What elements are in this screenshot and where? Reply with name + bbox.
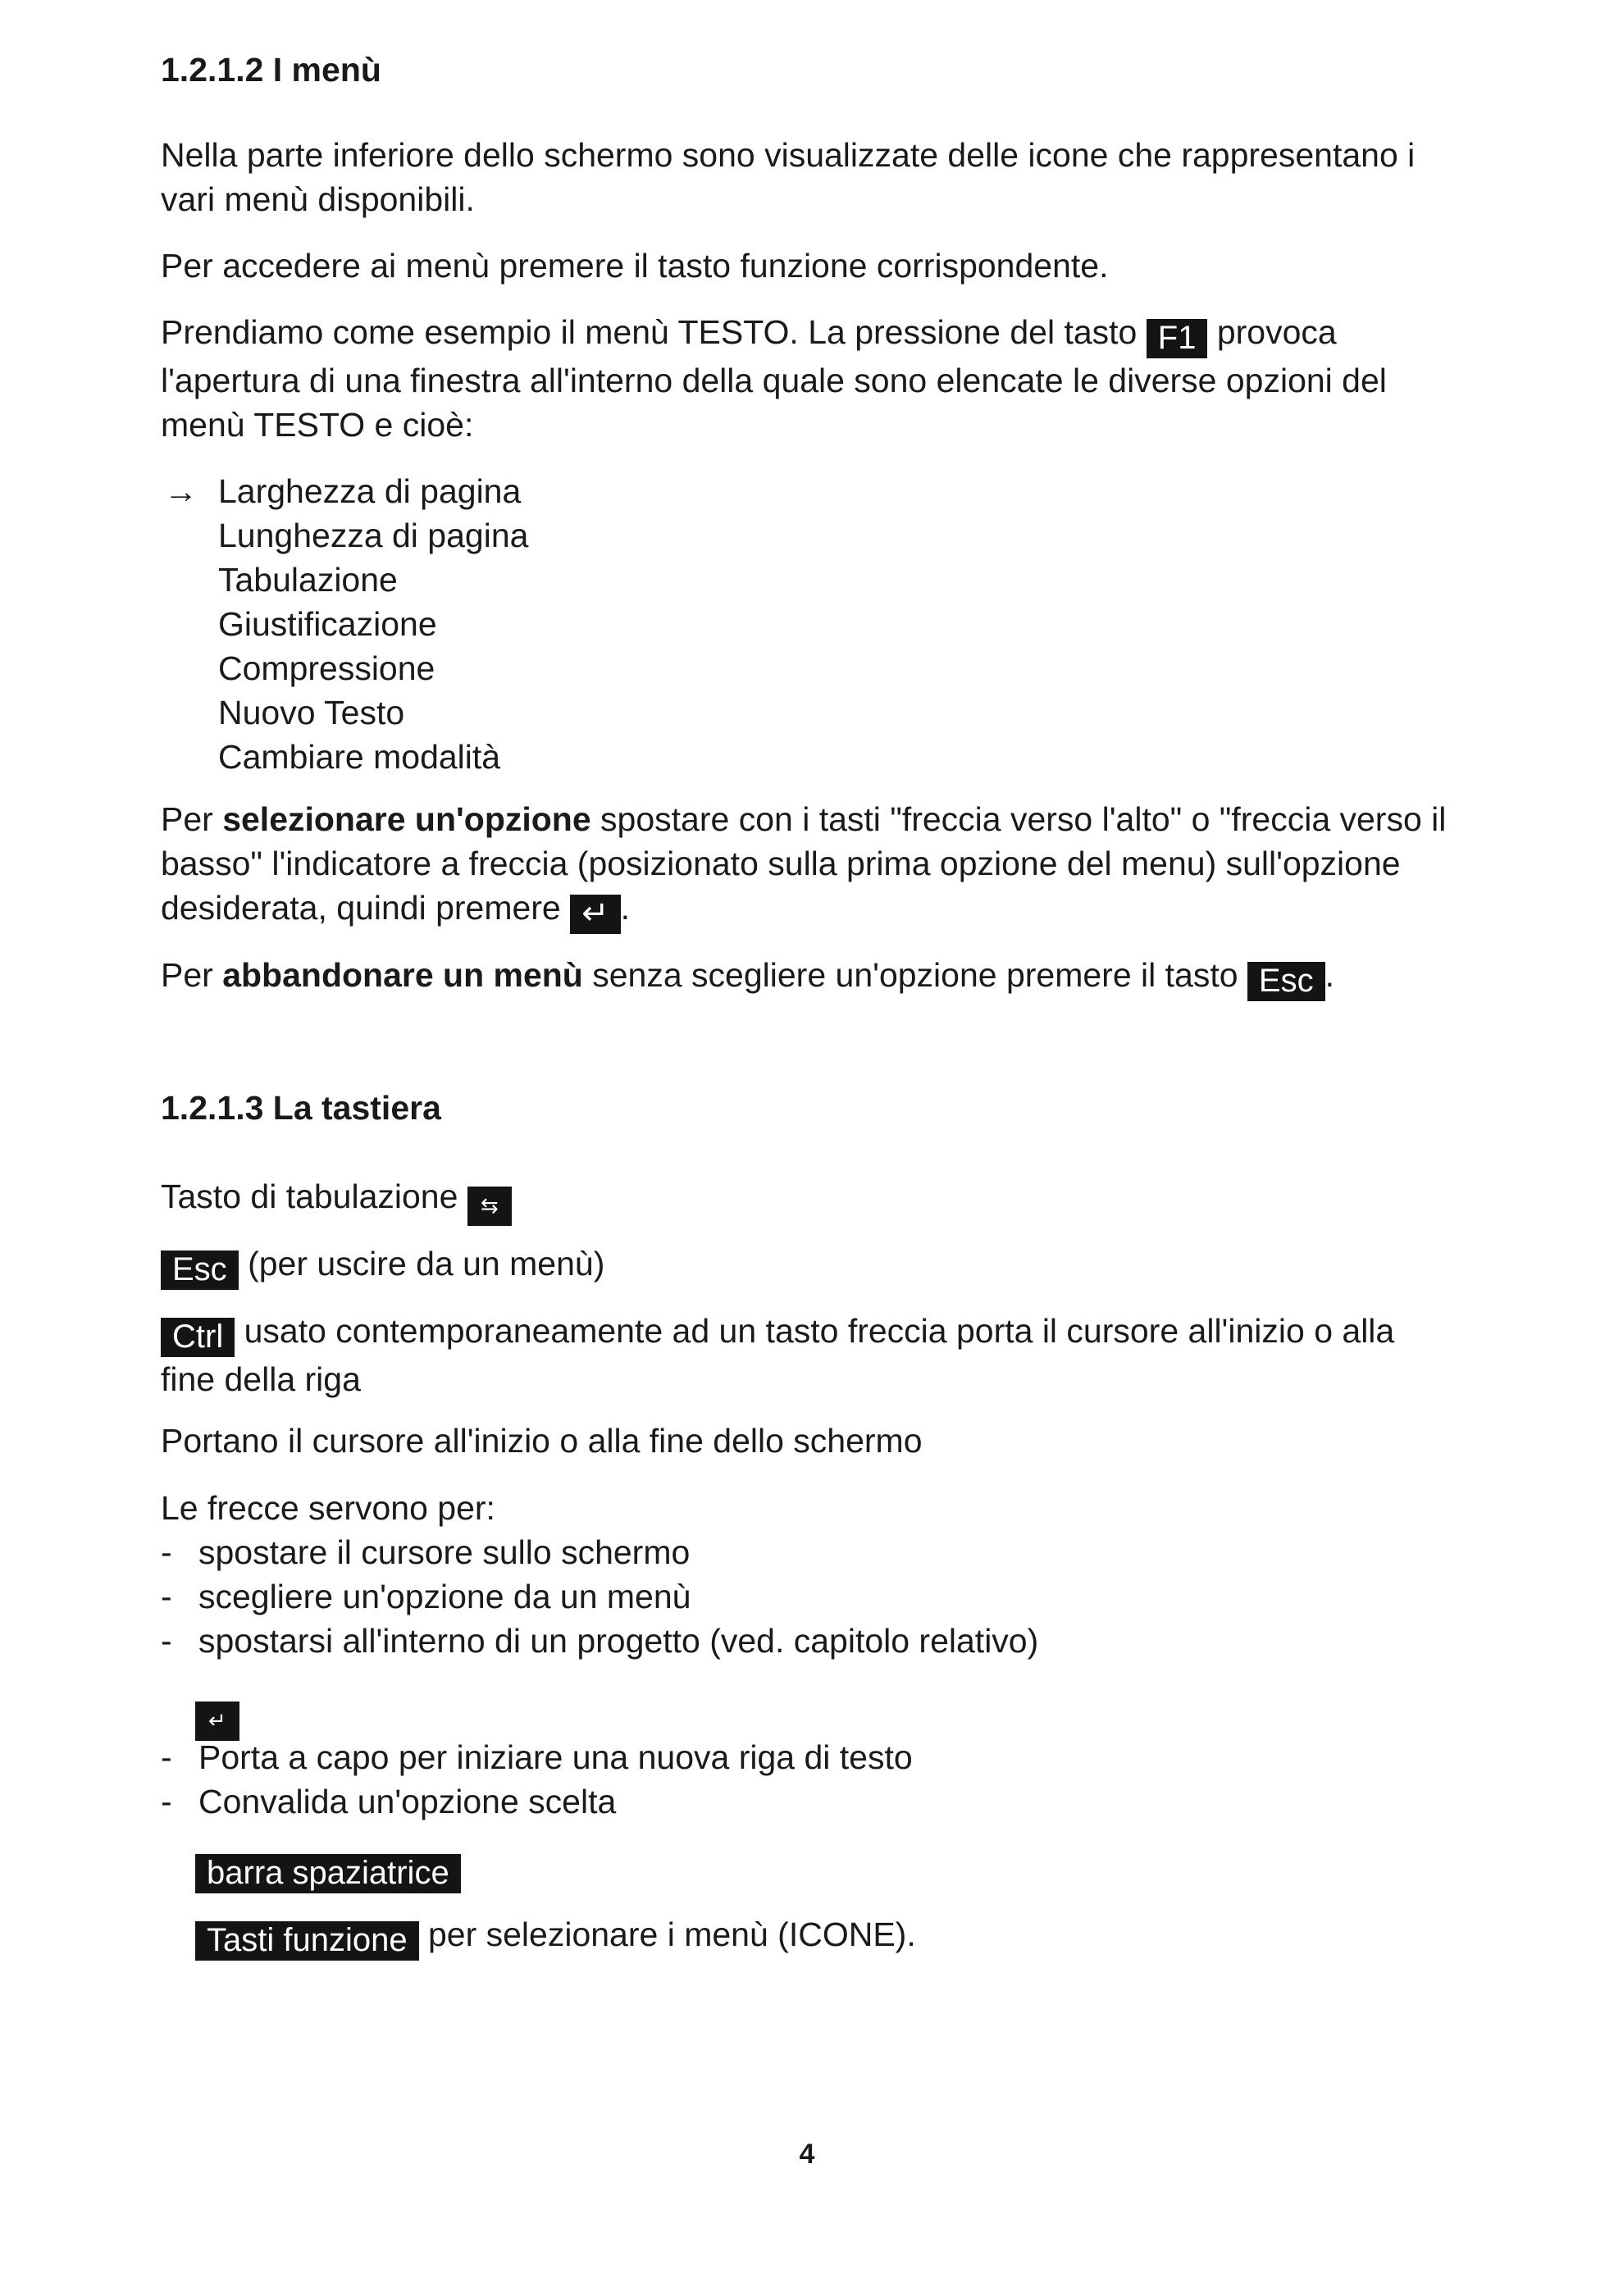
page-number: 4 bbox=[799, 2139, 815, 2170]
list-item: → Larghezza di pagina bbox=[161, 469, 1448, 513]
list-item: - spostare il cursore sullo schermo bbox=[161, 1533, 691, 1571]
menu-options-list bbox=[161, 469, 1448, 779]
bold-text: selezionare un'opzione bbox=[222, 800, 591, 838]
paragraph-cursor-screen: Portano il cursore all'inizio o alla fine dello schermo bbox=[161, 1422, 923, 1460]
text-segment: provoca l'apertura di una finestra all'interno della quale sono elencate le diverse opzioni del menù TESTO e cioè: bbox=[161, 313, 1387, 444]
paragraph-esc-key: Esc (per uscire da un menù) bbox=[161, 1241, 1448, 1290]
paragraph-menus-access: Per accedere ai menù premere il tasto funzione corrispondente. bbox=[161, 247, 1109, 285]
paragraph-select-option: Per selezionare un'opzione spostare con i tasti "freccia verso l'alto" o "freccia verso il basso" l'indicatore a freccia (posizionato sulla prima opzione del menu) sull'opzione desiderata, quindi premere ↵ . bbox=[161, 797, 1448, 934]
f1-key: F1 bbox=[1147, 319, 1208, 358]
enter-key: ↵ bbox=[570, 895, 621, 934]
paragraph-menus-intro: Nella parte inferiore dello schermo sono visualizzate delle icone che rappresentano i vari menù disponibili. bbox=[161, 136, 1416, 218]
list-item: Cambiare modalità bbox=[218, 738, 501, 776]
spacebar-key: barra spaziatrice bbox=[195, 1854, 461, 1893]
paragraph-tab-key: Tasto di tabulazione ⇆ bbox=[161, 1174, 1448, 1226]
arrows-section bbox=[161, 1486, 1448, 1663]
function-keys-key: Tasti funzione bbox=[195, 1921, 419, 1961]
list-item: Lunghezza di pagina bbox=[218, 517, 529, 554]
ctrl-key: Ctrl bbox=[161, 1318, 235, 1357]
list-item: - spostarsi all'interno di un progetto (ved. capitolo relativo) bbox=[161, 1622, 1039, 1660]
esc-key: Esc bbox=[161, 1250, 239, 1290]
list-item: Nuovo Testo bbox=[218, 694, 405, 731]
section-heading-menus: 1.2.1.2 I menù bbox=[161, 51, 381, 89]
spacebar-row bbox=[195, 1845, 1483, 1893]
tab-key: ⇆ bbox=[467, 1187, 512, 1226]
bold-text: abbandonare un menù bbox=[222, 956, 583, 994]
list-item: - Porta a capo per iniziare una nuova riga di testo bbox=[161, 1738, 913, 1776]
enter-key-row bbox=[195, 1689, 1483, 1741]
list-item: Giustificazione bbox=[218, 605, 437, 643]
arrows-intro: Le frecce servono per: bbox=[161, 1489, 495, 1527]
paragraph-leave-menu: Per abbandonare un menù senza scegliere un'opzione premere il tasto Esc . bbox=[161, 953, 1448, 1001]
arrow-indicator-icon: → bbox=[164, 472, 198, 510]
function-keys-row: Tasti funzione per selezionare i menù (ICONE). bbox=[195, 1912, 1483, 1961]
list-item: - Convalida un'opzione scelta bbox=[161, 1783, 617, 1820]
enter-key-list bbox=[161, 1735, 1448, 1824]
text-segment: Prendiamo come esempio il menù TESTO. La pressione del tasto bbox=[161, 313, 1147, 351]
list-item: Compressione bbox=[218, 649, 435, 687]
paragraph-ctrl-key: Ctrl usato contemporaneamente ad un tasto freccia porta il cursore all'inizio o alla fine della riga bbox=[161, 1312, 1395, 1398]
list-item: - scegliere un'opzione da un menù bbox=[161, 1578, 691, 1615]
section-heading-keyboard: 1.2.1.3 La tastiera bbox=[161, 1089, 441, 1127]
enter-key: ↵ bbox=[195, 1702, 239, 1741]
list-item: Tabulazione bbox=[218, 561, 398, 599]
esc-key: Esc bbox=[1247, 962, 1325, 1001]
paragraph-menus-example bbox=[161, 310, 1448, 447]
